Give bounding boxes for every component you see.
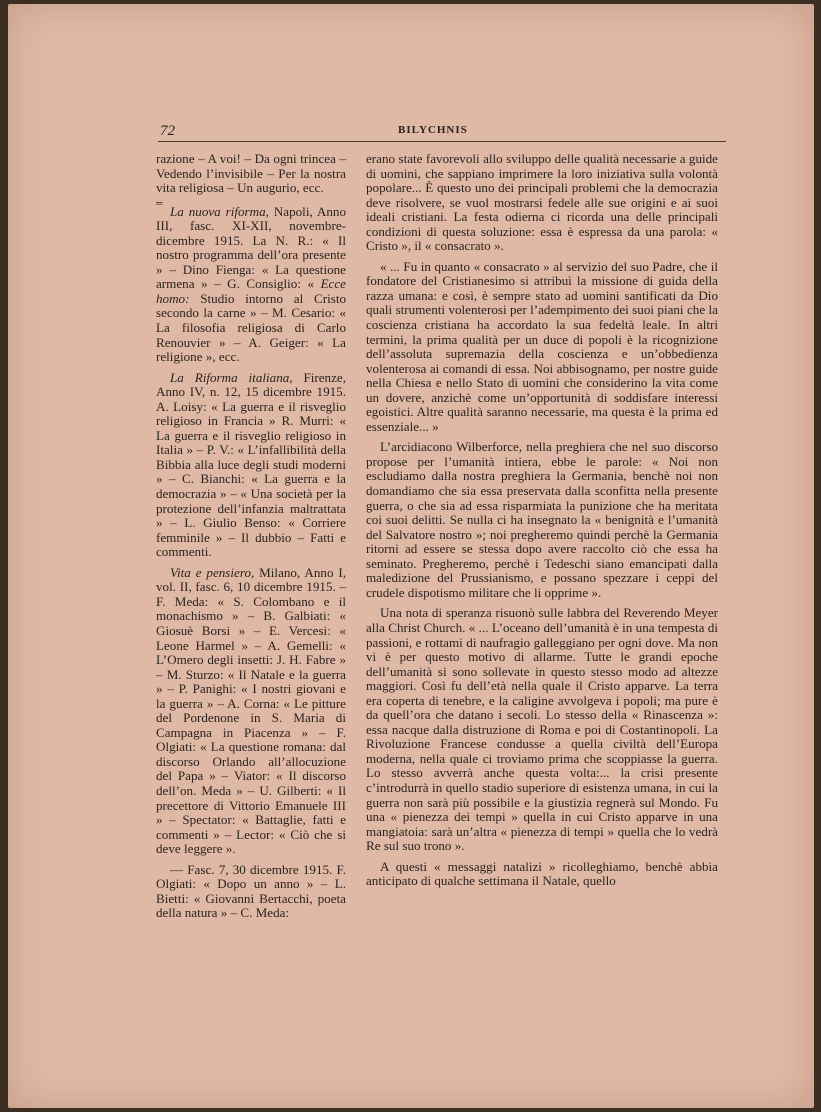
paragraph: razione – A voi! – Da ogni trincea – Vedendo l’invisibile – Per la nostra vita religiosa – Un augurio, ecc.: [156, 151, 346, 196]
periodical-entry: [156, 566, 346, 857]
left-column: [156, 152, 346, 921]
paragraph: Una nota di speranza risuonò sulle labbra del Reverendo Meyer alla Christ Church. « ... L’oceano dell’umanità è in una tempesta di passioni, e rottami di naufragio galleggiano per ogni dove. Ma non vi è per questo motivo di allarme. Tutte le grandi epoche dell’umanità si sono sollevate in questo stesso modo ad altezze maggiori. Così fu dell’età nella quale il Cristo apparve. La terra era coperta di tenebre, e la caligine avvolgeva i popoli; ma pure è da quell’ora che datano i secoli. Lo stesso della « Rinascenza »: essa nacque dalla distruzione di Roma e poi di Costantinopoli. La Rivoluzione Francese condusse a quella civiltà dell’Europa moderna, nella quale ci troviamo prima che scoppiasse la guerra. Lo stesso avverrà anche questa volta:... la crisi presente c’introdurrà in quello stadio superiore di esistenza umana, in cui la guerra non sarà più possibile e la giustizia regnerà sul Mondo. Fu una « pienezza dei tempi » quella in cui Cristo apparve in una mangiatoia: sarà un’altra « pienezza di tempi » quella che lo vedrà Re sul suo trono ».: [366, 605, 718, 854]
periodical-entry: — Fasc. 7, 30 dicembre 1915. F. Olgiati: « Dopo un anno » – L. Bietti: « Giovanni Bertacchi, poeta della natura » – C. Meda:: [156, 861, 346, 921]
entry-text: Milano, Anno I, vol. II, fasc. 6, 10 dicembre 1915. – F. Meda: « S. Colombano e il monachismo » – B. Galbiati: « Giosuè Borsi » – E. Vercesi: « Leone Harmel » – A. Gemelli: « L’Omero degli insetti: J. H. Fabre » – M. Sturzo: « Il Natale e la guerra » – P. Panighi: « I nostri giovani e la guerra » – A. Corna: « Le pitture del Pordenone in S. Maria di Campagna in Piacenza » – F. Olgiati: « La questione romana: dal discorso Orlando all’allocuzione del Papa » – Viator: « Il discorso dell’on. Meda » – U. Gilberti: « Il precettore di Vittorio Emanuele III » – Spectator: « Battaglie, fatti e commenti » – Lector: « Ciò che si deve leggere ».: [156, 564, 346, 857]
periodical-title: Vita e pensiero,: [170, 564, 255, 580]
periodical-title: La Riforma italiana,: [170, 369, 293, 385]
paragraph: erano state favorevoli allo sviluppo delle qualità necessarie a guide di uomini, che sappiano imprimere la loro iniziativa sulla volontà popolare... È questo uno dei principali problemi che la democrazia deve risolvere, se vuol mostrarsi fedele alle sue origini e ai suoi ideali cristiani. La festa odierna ci ricorda una delle principali condizioni di questa soluzione: essa è espressa da una parola: « Cristo », il « consacrato ».: [366, 151, 718, 254]
journal-title: BILYCHNIS: [398, 124, 468, 136]
right-column: [366, 152, 718, 889]
paragraph: « ... Fu in quanto « consacrato » al servizio del suo Padre, che il fondatore del Cristianesimo si attribuì la missione di guida della razza umana: e così, è sempre stato ad uomini santificati da Dio quali strumenti volenterosi per l’adempimento dei suoi piani che la coscienza cristiana ha accordato la sua fedeltà leale. In altri termini, la prima qualità per un duce di popoli è la ricognizione dell’assoluta supremazia della coscienza e un’obbedienza volenterosa ai comandi di essa. Noi abbisognamo, per nostre guide nella Chiesa e nello Stato di uomini che considerino la vita come un dovere, anzichè come un’opportunità di soddisfare interessi egoistici. Altre qualità saranno necessarie, ma questa è la prima ed essenziale... »: [366, 258, 718, 434]
entry-text: Napoli, Anno III, fasc. XI-XII, novembre-dicembre 1915. La N. R.: « Il nostro programma dell’ora presente » – Dino Fienga: « La questione armena » – G. Consiglio: «: [156, 203, 346, 292]
entry-emphasis: Ecce homo:: [156, 276, 346, 306]
periodical-entry: [156, 371, 346, 560]
paragraph: L’arcidiacono Wilberforce, nella preghiera che nel suo discorso propose per l’umanità intiera, ebbe le parole: « Noi non escludiamo dalla nostra preghiera la Germania, benchè noi non domandiamo che sia essa preservata dalla sconfitta nella presente guerra, o che sia ad essa risparmiata la punizione che ha meritata coi suoi delitti. Se nulla ci ha insegnato la « benignità e l’umanità del Salvatore nostro »; noi pregheremo quindi perchè la Germania ritorni ad essere se stessa dopo avere raccolto ciò che essa ha seminato. Pregheremo, perchè i Tedeschi siano emancipati dalla maledizione del Prussianismo, e possano spezzare i ceppi del crudele dispotismo militare che li opprime ».: [366, 439, 718, 600]
entry-text: Firenze, Anno IV, n. 12, 15 dicembre 1915. A. Loisy: « La guerra e il risveglio religioso in Francia » R. Murri: « La guerra e il risveglio religioso in Italia » – P. V.: « L’infallibilità della Bibbia alla luce degli studi moderni » – C. Bianchi: « La guerra e la democrazia » – « Una società per la protezione dell’infanzia maltrattata » – L. Giulio Benso: « Corriere femminile » – Il dubbio – Fatti e commenti.: [156, 369, 346, 560]
section-mark: ═: [156, 197, 162, 208]
page-number: 72: [160, 123, 175, 139]
periodical-entry: [156, 205, 346, 365]
running-head: [158, 121, 726, 142]
periodical-title: La nuova riforma,: [170, 203, 269, 219]
paragraph: A questi « messaggi natalizi » ricolleghiamo, benchè abbia anticipato di qualche settimana il Natale, quello: [366, 858, 718, 889]
entry-text: Studio intorno al Cristo secondo la carne » – M. Cesario: « La filosofia religiosa di Carlo Renouvier » – A. Geiger: « La religione », ecc.: [156, 290, 346, 365]
